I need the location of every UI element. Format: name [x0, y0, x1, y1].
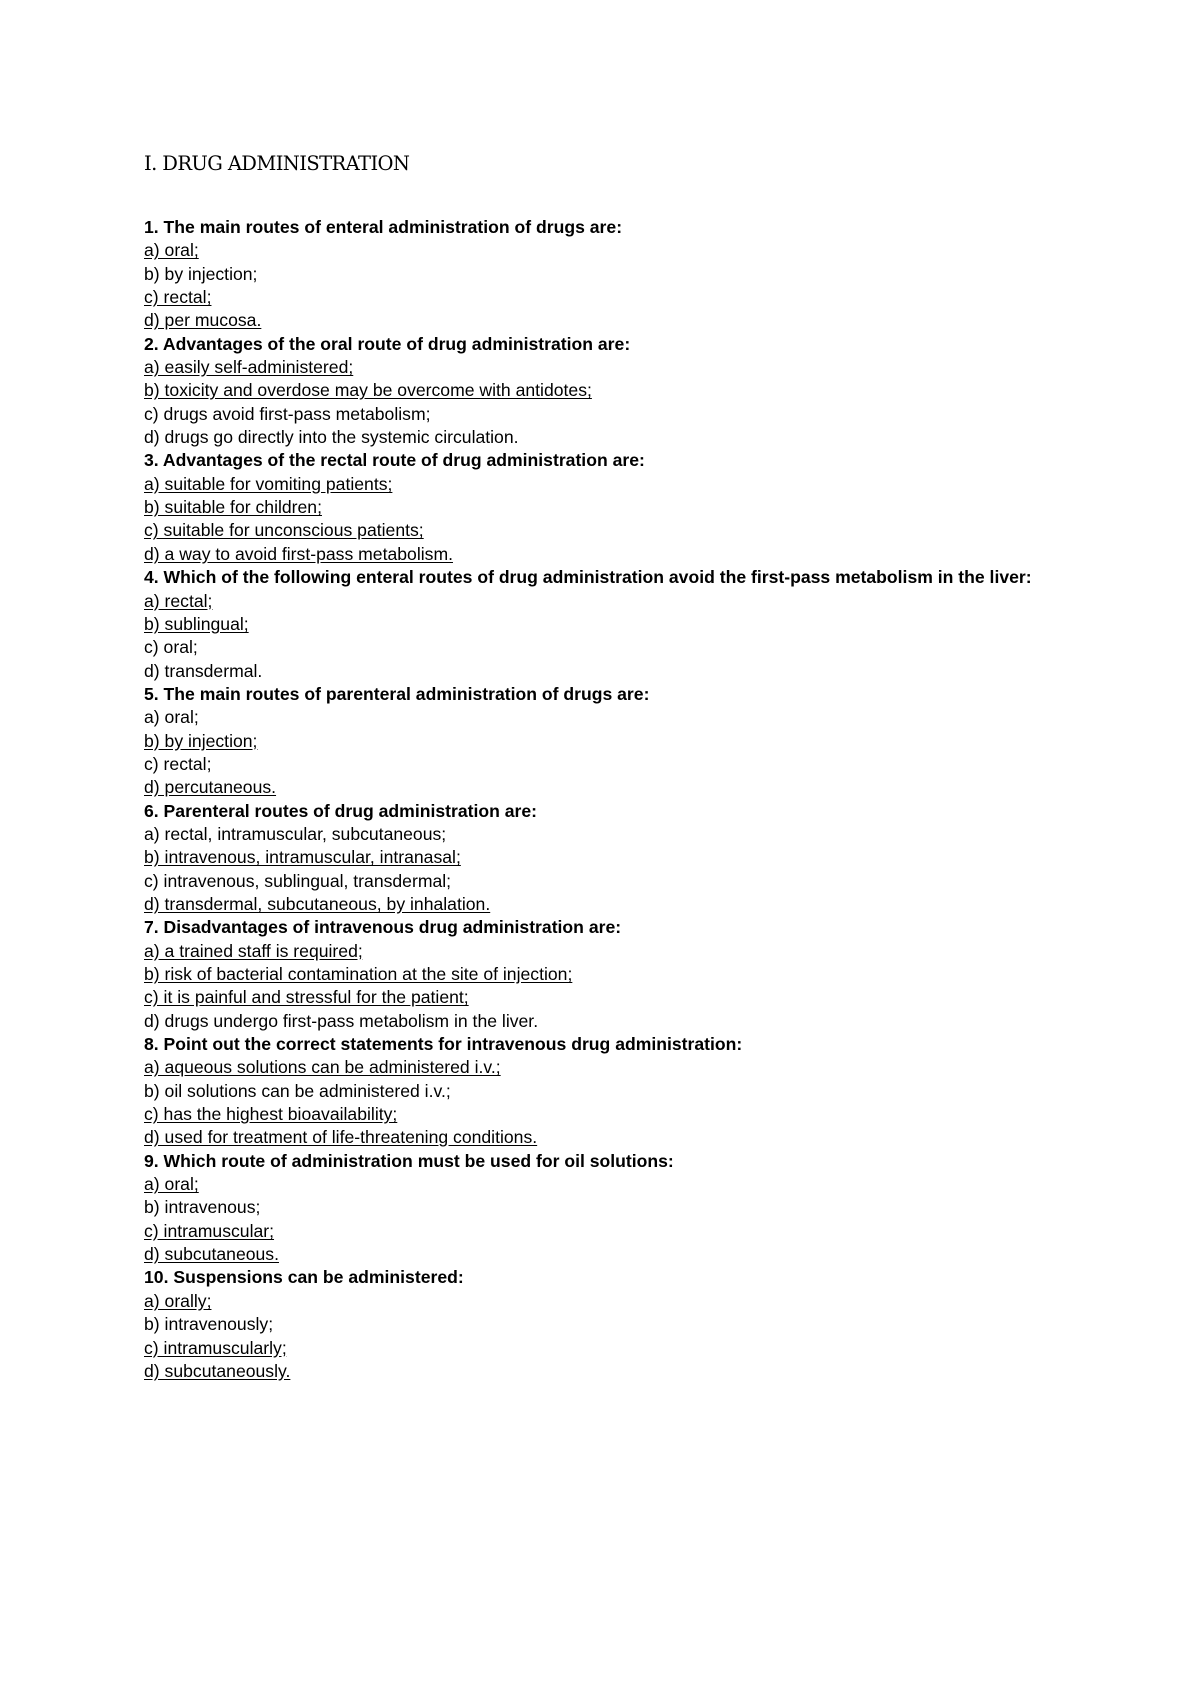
question-7	[144, 916, 1084, 1033]
answer-option-label: b) by injection;	[144, 730, 258, 751]
answer-option	[144, 660, 1084, 683]
answer-option	[144, 823, 1084, 846]
answer-option-label: b) toxicity and overdose may be overcome with antidotes;	[144, 380, 592, 401]
question-6	[144, 800, 1084, 917]
answer-option	[144, 1080, 1084, 1103]
answer-option-label: b) sublingual;	[144, 613, 249, 634]
answer-option	[144, 776, 1084, 799]
answer-option-label: d) a way to avoid first-pass metabolism.	[144, 543, 453, 564]
answer-option-label: b) oil solutions can be administered i.v.;	[144, 1080, 451, 1101]
answer-option	[144, 1360, 1084, 1383]
answer-option-label: b) intravenously;	[144, 1314, 274, 1335]
question-2	[144, 333, 1084, 450]
question-list	[144, 216, 1084, 1383]
answer-option-label: c) rectal;	[144, 753, 212, 774]
answer-option	[144, 1220, 1084, 1243]
answer-option-label: c) intravenous, sublingual, transdermal;	[144, 870, 452, 891]
answer-option	[144, 426, 1084, 449]
answer-option-label: d) transdermal, subcutaneous, by inhalation.	[144, 893, 491, 914]
answer-option	[144, 636, 1084, 659]
answer-option	[144, 403, 1084, 426]
answer-option	[144, 309, 1084, 332]
answer-option-label: a) oral;	[144, 240, 199, 261]
answer-option-label: a) easily self-administered;	[144, 357, 354, 378]
answer-option-label: d) subcutaneous.	[144, 1244, 279, 1265]
answer-option-label: a) suitable for vomiting patients;	[144, 473, 393, 494]
answer-option-label: b) by injection;	[144, 263, 258, 284]
question-1	[144, 216, 1084, 333]
question-text: 10. Suspensions can be administered:	[144, 1267, 464, 1288]
answer-option-label: d) drugs undergo first-pass metabolism in the liver.	[144, 1010, 539, 1031]
question-text: 3. Advantages of the rectal route of drug administration are:	[144, 450, 645, 471]
answer-option-label: a) oral;	[144, 1174, 199, 1195]
answer-option-label: a) aqueous solutions can be administered i.v.;	[144, 1057, 501, 1078]
answer-option	[144, 1173, 1084, 1196]
answer-option-label: c) rectal;	[144, 287, 212, 308]
answer-option	[144, 1010, 1084, 1033]
answer-option	[144, 473, 1084, 496]
answer-option	[144, 356, 1084, 379]
answer-option	[144, 1313, 1084, 1336]
answer-option	[144, 519, 1084, 542]
answer-option	[144, 1103, 1084, 1126]
answer-option-label: c) oral;	[144, 637, 198, 658]
question-text: 5. The main routes of parenteral administration of drugs are:	[144, 683, 650, 704]
answer-option	[144, 846, 1084, 869]
answer-option	[144, 1126, 1084, 1149]
question-text: 4. Which of the following enteral routes of drug administration avoid the first-pass metabolism in the liver:	[144, 567, 1032, 588]
answer-option-label: d) used for treatment of life-threatening conditions.	[144, 1127, 538, 1148]
answer-option	[144, 940, 1084, 963]
answer-option	[144, 1196, 1084, 1219]
answer-option	[144, 239, 1084, 262]
answer-option-label: d) percutaneous.	[144, 777, 277, 798]
answer-option-label: d) subcutaneously.	[144, 1360, 291, 1381]
question-3	[144, 449, 1084, 566]
question-4	[144, 566, 1084, 683]
answer-option-label: a) rectal, intramuscular, subcutaneous;	[144, 823, 447, 844]
question-text: 1. The main routes of enteral administration of drugs are:	[144, 217, 623, 237]
answer-option	[144, 496, 1084, 519]
answer-option	[144, 753, 1084, 776]
question-5	[144, 683, 1084, 800]
answer-option	[144, 286, 1084, 309]
answer-option	[144, 706, 1084, 729]
answer-option-label: b) intravenous;	[144, 1197, 261, 1218]
answer-option	[144, 1243, 1084, 1266]
answer-option-label: b) intravenous, intramuscular, intranasal;	[144, 847, 461, 868]
answer-option-label: a) orally;	[144, 1290, 212, 1311]
answer-option	[144, 1056, 1084, 1079]
question-text: 8. Point out the correct statements for intravenous drug administration:	[144, 1034, 743, 1055]
answer-option	[144, 613, 1084, 636]
answer-option-label: d) per mucosa.	[144, 310, 262, 331]
answer-option	[144, 986, 1084, 1009]
question-text: 7. Disadvantages of intravenous drug administration are:	[144, 917, 622, 938]
answer-option-label: a) rectal;	[144, 590, 213, 611]
answer-option	[144, 893, 1084, 916]
answer-option	[144, 1290, 1084, 1313]
question-9	[144, 1150, 1084, 1267]
question-8	[144, 1033, 1084, 1150]
answer-option	[144, 730, 1084, 753]
answer-option-label: d) transdermal.	[144, 660, 263, 681]
answer-option	[144, 590, 1084, 613]
answer-option-label: c) has the highest bioavailability;	[144, 1104, 398, 1125]
answer-option	[144, 543, 1084, 566]
answer-option-label: c) it is painful and stressful for the patient;	[144, 987, 469, 1008]
answer-option	[144, 870, 1084, 893]
answer-option-label: c) intramuscular;	[144, 1220, 275, 1241]
answer-option-label: b) risk of bacterial contamination at the site of injection;	[144, 964, 573, 984]
answer-option-label: b) suitable for children;	[144, 497, 322, 518]
answer-option-label: a) a trained staff is required;	[144, 940, 363, 961]
answer-option-label: c) suitable for unconscious patients;	[144, 520, 424, 541]
section-title: I. DRUG ADMINISTRATION	[144, 152, 410, 175]
question-text: 9. Which route of administration must be used for oil solutions:	[144, 1150, 674, 1171]
answer-option	[144, 1337, 1084, 1360]
answer-option-label: a) oral;	[144, 707, 199, 728]
answer-option-label: c) drugs avoid first-pass metabolism;	[144, 403, 431, 424]
answer-option	[144, 963, 1084, 986]
answer-option-label: d) drugs go directly into the systemic circulation.	[144, 427, 519, 448]
answer-option	[144, 263, 1084, 286]
answer-option-label: c) intramuscularly;	[144, 1337, 287, 1358]
question-text: 2. Advantages of the oral route of drug administration are:	[144, 333, 631, 354]
question-10	[144, 1266, 1084, 1383]
question-text: 6. Parenteral routes of drug administration are:	[144, 800, 538, 821]
answer-option	[144, 379, 1084, 402]
